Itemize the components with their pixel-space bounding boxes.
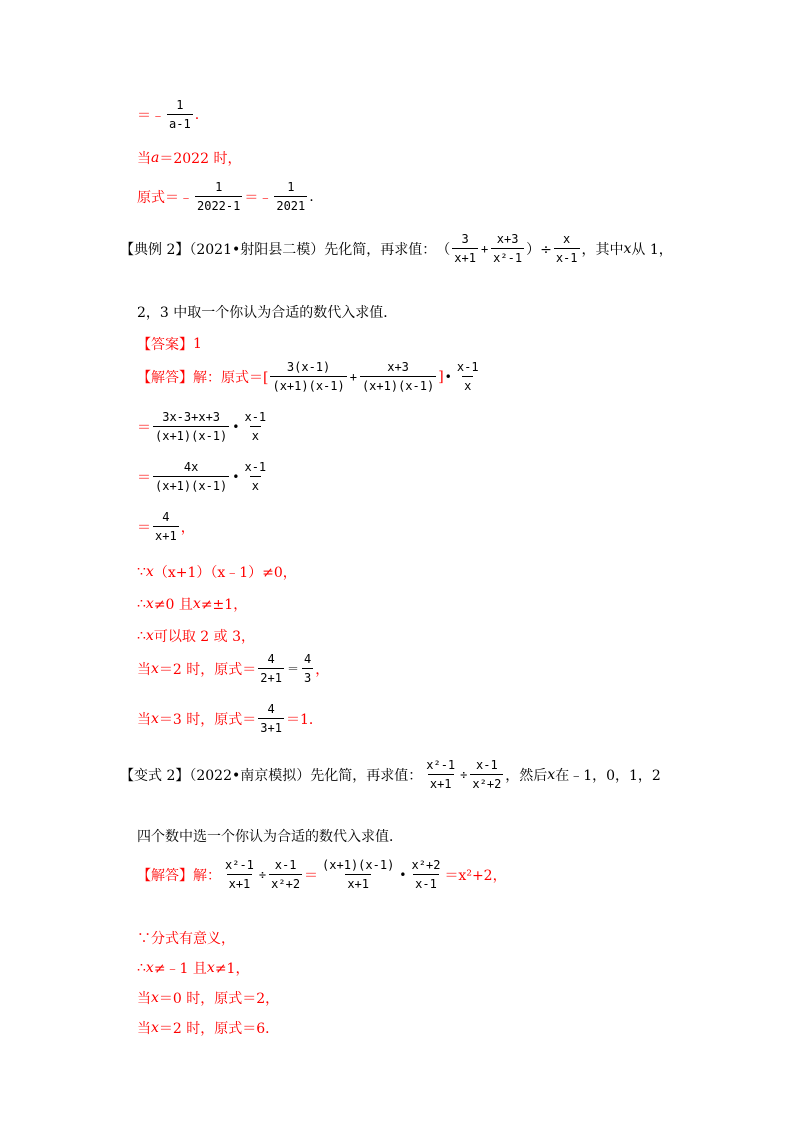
answer-line: 【答案】 1 — [137, 336, 202, 353]
condition-2: ∴ x ≠0 且 x ≠±1， — [137, 596, 248, 613]
evaluate-x0: 当 x ＝0 时，原式＝2， — [137, 990, 280, 1007]
variant-2-problem: 【变式 2】（2022•南京模拟）先化简，再求值： $\frac{\text{x²-1}}{x+1}$ ÷ $\frac{x-1}{\text{x²+2}}$ ，然后 x 在﹣1，0，1，2 — [120, 758, 661, 791]
solution-label: 【解答】 — [137, 369, 193, 386]
fraction: $\frac{3x-3+x+3}{(x+1)(x-1)}$ — [155, 410, 228, 443]
variant-2-label: 【变式 2】（2022•南京模拟）先化简，再求值： — [120, 767, 423, 784]
answer-label: 【答案】 — [137, 337, 193, 353]
equals-minus: ＝﹣ — [137, 107, 165, 124]
fraction: $\frac{1}{2022-1}$ — [197, 180, 241, 213]
condition-1: ∵ x （x+1）（x﹣1）≠0， — [137, 564, 297, 581]
domain-line-1: ∵分式有意义， — [137, 931, 235, 947]
fraction: $\frac{1}{2021}$ — [276, 180, 306, 213]
fraction: $\frac{x-1}{x}$ — [244, 410, 267, 443]
fraction: $\frac{\text{x²-1}}{x+1}$ — [225, 858, 254, 891]
fraction: $\frac{x-1}{x}$ — [456, 360, 479, 393]
solution-label: 【解答】 — [137, 867, 193, 884]
fraction: $\frac{3}{x+1}$ — [454, 232, 476, 265]
solution-line-1: 【解答】 解：原式＝[ $\frac{3(x-1)}{(x+1)(x-1)}$ + $\frac{x+3}{(x+1)(x-1)}$ ] • $\frac{x-1}{x}$ — [137, 360, 479, 393]
fraction: $\frac{\text{x²+2}}{x-1}$ — [411, 858, 441, 891]
solution-2-line: 【解答】 解： $\frac{\text{x²-1}}{x+1}$ ÷ $\frac{x-1}{\text{x²+2}}$ ＝ $\frac{(x+1)(x-1)}{x+1}$ • $\frac{\text{x²+2}}{x-1}$ ＝x²+2， — [137, 858, 507, 891]
evaluate-x3: 当 x ＝3 时，原式＝ $\frac{4}{3+1}$ ＝1． — [137, 702, 323, 735]
fraction: $\frac{x-1}{x}$ — [244, 460, 267, 493]
variant-2-problem-line2: 四个数中选一个你认为合适的数代入求值． — [137, 829, 403, 845]
fraction: $\frac{4x}{(x+1)(x-1)}$ — [155, 460, 228, 493]
fraction: $\frac{3(x-1)}{(x+1)(x-1)}$ — [272, 360, 345, 393]
domain-line-2: ∴ x ≠﹣1 且 x ≠1， — [137, 960, 250, 977]
evaluate-x2-result: 当 x ＝2 时，原式＝6． — [137, 1020, 280, 1037]
fraction: $\frac{(x+1)(x-1)}{x+1}$ — [322, 858, 395, 891]
example-2-problem-line2: 2，3 中取一个你认为合适的数代入求值． — [137, 305, 398, 321]
fraction: $\frac{x}{x-1}$ — [555, 232, 578, 265]
fraction: $\frac{4}{3+1}$ — [260, 702, 282, 735]
fraction: $\frac{4}{3}$ — [303, 652, 312, 685]
condition-line: 当 a ＝2022 时， — [137, 150, 242, 167]
fraction: $\frac{x-1}{\text{x²+2}}$ — [271, 858, 301, 891]
fraction: $\frac{x+3}{\text{x²-1}}$ — [493, 232, 523, 265]
evaluate-x2: 当 x ＝2 时，原式＝ $\frac{4}{2+1}$ ＝ $\frac{4}{3}$ ， — [137, 652, 330, 685]
example-2-problem: 【典例 2】（2021•射阳县二模）先化简，再求值： （ $\frac{3}{x+1}$ + $\frac{x+3}{\text{x²-1}}$ ）÷ $\frac{x}{x-1}$ ，其中 x 从 1， — [120, 232, 673, 265]
fraction: $\frac{x-1}{\text{x²+2}}$ — [472, 758, 502, 791]
fraction: $\frac{4}{x+1}$ — [155, 510, 177, 543]
step-line-1: ＝﹣ $\frac{1}{a-1}$ . — [137, 98, 200, 131]
example-2-label: 【典例 2】（2021•射阳县二模）先化简，再求值： — [120, 241, 437, 258]
fraction: $\frac{4}{2+1}$ — [260, 652, 282, 685]
condition-3: ∴ x 可以取 2 或 3， — [137, 628, 255, 645]
solution-line-4: ＝ $\frac{4}{x+1}$ ， — [137, 510, 195, 543]
fraction: $\frac{x+3}{(x+1)(x-1)}$ — [361, 360, 435, 393]
fraction: $\frac{\text{x²-1}}{x+1}$ — [426, 758, 456, 791]
solution-line-2: ＝ $\frac{3x-3+x+3}{(x+1)(x-1)}$ • $\frac{x-1}{x}$ — [137, 410, 267, 443]
result-line: 原式＝﹣ $\frac{1}{2022-1}$ ＝﹣ $\frac{1}{2021}$ . — [137, 180, 314, 213]
solution-line-3: ＝ $\frac{4x}{(x+1)(x-1)}$ • $\frac{x-1}{x}$ — [137, 460, 267, 493]
fraction: $\frac{1}{a-1}$ — [169, 98, 191, 131]
